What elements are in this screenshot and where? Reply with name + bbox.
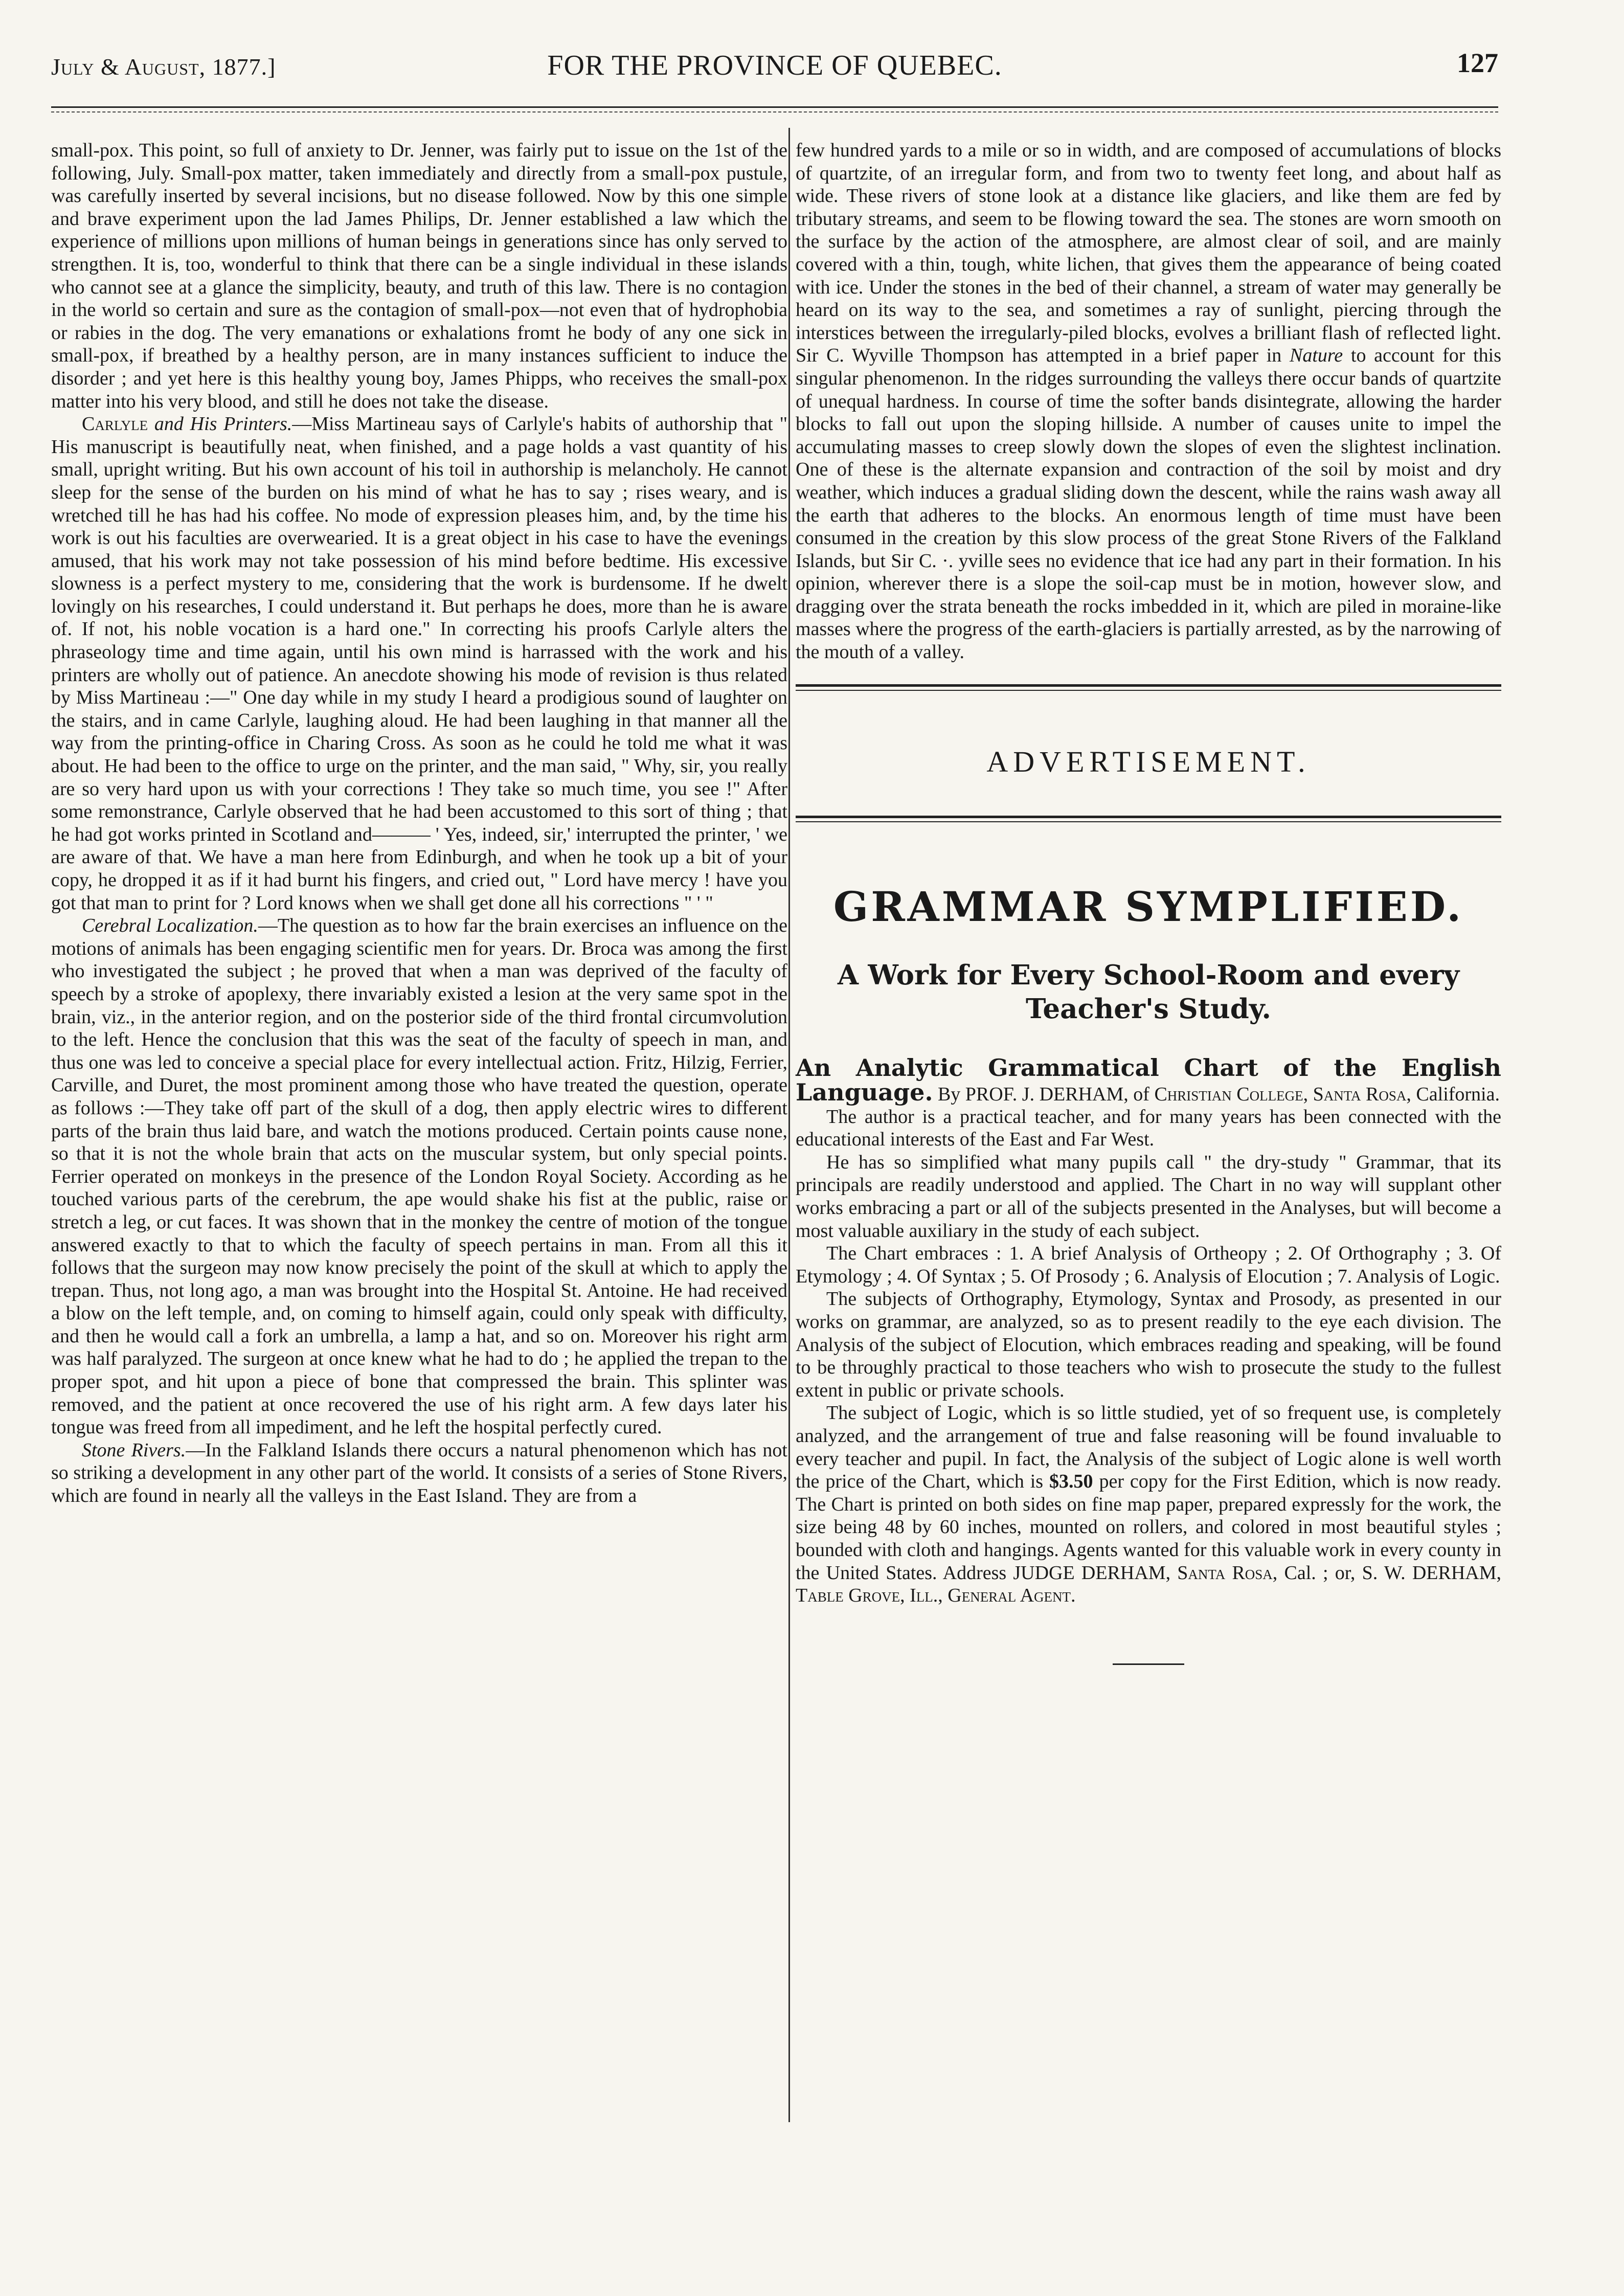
header-rule-dashed xyxy=(51,111,1498,112)
nature-journal: Nature xyxy=(1290,345,1343,367)
cerebral-lead: Cerebral Localization. xyxy=(82,915,258,937)
stone-rivers-lead: Stone Rivers. xyxy=(82,1439,186,1461)
chart-place: California. xyxy=(1411,1083,1500,1105)
chart-description xyxy=(796,1053,1501,1106)
header-rule xyxy=(51,106,1498,108)
left-column xyxy=(51,139,787,2246)
ad-paragraph-5 xyxy=(796,1402,1501,1607)
cerebral-paragraph xyxy=(51,914,787,1439)
chart-author: By PROF. J. DERHAM, of xyxy=(933,1083,1155,1105)
grammar-title: GRAMMAR SYMPLIFIED. xyxy=(833,882,1464,931)
ad-rule-thin xyxy=(796,821,1501,822)
chart-college: Christian College, Santa Rosa, xyxy=(1154,1083,1411,1105)
section-rule-top-thin xyxy=(796,690,1501,691)
column-divider xyxy=(788,128,790,2122)
carlyle-paragraph xyxy=(51,413,787,914)
page-number: 127 xyxy=(1457,48,1498,78)
jenner-paragraph: small-pox. This point, so full of anxiety to Dr. Jenner, was fairly put to issue on the 1st of the following, July. Small-pox matter, taken immediately and directly from a small-pox pustule, was carefully inserted by several incisions, but no disease followed. Now by this one simple and brave experiment upon the lad James Philips, Dr. Jenner established a law which the experience of millions upon millions of human beings in generations since has only served to strengthen. It is, too, wonderful to think that there can be a single individual in these islands who cannot see at a glance the simplicity, beauty, and truth of this law. There is no contagion in the world so certain and sure as the contagion of small-pox—not even that of hydrophobia or rabies in the dog. The very emanations or exhalations fromt he body of any one sick in small-pox, if breathed by a healthy person, are in many instances sufficient to induce the disorder ; and yet here is this healthy young boy, James Phipps, who receives the small-pox matter into his very blood, and still he does not take the disease. xyxy=(51,140,787,412)
advertisement-rules xyxy=(796,816,1501,822)
carlyle-text: —Miss Martineau says of Carlyle's habits of authorship that " His manuscript is beautifully neat, when finished, and a page holds a vast quantity of his small, upright writing. But his own account of his toil in authorship is melancholy. He cannot sleep for the sense of the burden on his mind of what he has to say ; rises weary, and is wretched till he has had his coffee. No mode of expression pleases him, and, by the time his work is out his faculties are overwearied. It is a great object in his case to have the evenings amused, that his work may not take possession of his mind before bedtime. His excessive slowness is a perfect mystery to me, considering that the work is burdensome. If he dwelt lovingly on his researches, I could understand it. But perhaps he does, more than he is aware of. If not, his noble vocation is a hard one." In correcting his proofs Carlyle alters the phraseology time and time again, until his own mind is harrassed with the work and his printers are wholly out of patience. An anecdote showing his mode of revision is thus related by Miss Martineau :—" One day while in my study I heard a prodigious sound of laughter on the stairs, and in came Carlyle, laughing aloud. He had been laughing in that manner all the way from the printing-office in Charing Cross. As soon as he could he told me what it was about. He had been to the office to urge on the printer, and the man said, " Why, sir, you really are so very hard upon us with your corrections ! They take so much time, you see !" After some remonstrance, Carlyle observed that he had been accustomed to this sort of thing ; that he had got works printed in Scotland and——— ' Yes, indeed, sir,' interrupted the printer, ' we are aware of that. We have a man here from Edinburgh, and when he took up a bit of your copy, he dropped it as if it had burnt his fingers, and cried out, " Lord have mercy ! have you got that man to print for ? Lord knows when we shall get done all his corrections " ' " xyxy=(51,413,787,914)
ad-p5-a: The subject of Logic, which is so little studied, yet of so frequent use, is completely analyzed, and the arrangement of true and false reasoning will be found invaluable to every teacher and pupil. In fact, the Analysis of the subject of Logic alone is well worth the price of the Chart, which is xyxy=(796,1402,1501,1493)
stone-rivers-paragraph xyxy=(51,1439,787,1507)
chart-price: $3.50 xyxy=(1049,1471,1093,1493)
advertisement-body xyxy=(796,1106,1501,1607)
section-rule-top xyxy=(796,684,1501,687)
ad-paragraph-1: The author is a practical teacher, and for many years has been connected with the educational interests of the East and Far West. xyxy=(796,1106,1501,1151)
carlyle-lead-italic: and His Printers. xyxy=(148,413,292,435)
ad-paragraph-4: The subjects of Orthography, Etymology, Syntax and Prosody, as presented in our works on grammar, are analyzed, so as to present readily to the eye each division. The Analysis of the subject of Elocution, which embraces reading and speaking, will be found to be throughly practical to those teachers who wish to prosecute the study to the fullest extent in public or private schools. xyxy=(796,1288,1501,1401)
chart-name: An Analytic Grammatical Chart of the English Language. xyxy=(796,1053,1501,1106)
ad-rule-thick xyxy=(796,816,1501,818)
running-title: FOR THE PROVINCE OF QUEBEC. xyxy=(547,50,1002,81)
table-grove-agent: Table Grove, Ill., General Agent. xyxy=(796,1585,1076,1607)
page-header xyxy=(51,42,1498,88)
santa-rosa: Santa Rosa, xyxy=(1177,1562,1278,1584)
ad-p5-b: per copy for the First Edition, which is now ready. The Chart is printed on both sides on fine map paper, prepared expressly for the work, the size being 48 by 60 inches, mounted on rollers, and colored in most beautiful styles ; bounded with cloth and hangings. Agents wanted for this valuable work in every county in the United States. Address JUDGE DERHAM, xyxy=(796,1471,1501,1584)
grammar-subtitle: A Work for Every School-Room and every Teacher's Study. xyxy=(837,959,1460,1025)
ad-p5-c: Cal. ; or, S. W. DERHAM, xyxy=(1277,1562,1501,1584)
stone-rivers-text: —In the Falkland Islands there occurs a natural phenomenon which has not so striking a development in any other part of the world. It consists of a series of Stone Rivers, which are found in nearly all the valleys in the East Island. They are from a xyxy=(51,1439,787,1507)
stone-rivers-cont-a: few hundred yards to a mile or so in width, and are composed of accumulations of blocks of quartzite, of an irregular form, and from two to twenty feet long, and about half as wide. These rivers of stone look at a distance like glaciers, and like them are fed by tributary streams, and seem to be flowing toward the sea. The stones are worn smooth on the surface by the action of the atmosphere, are almost clear of soil, and are mainly covered with a thin, tough, white lichen, that gives them the appearance of being coated with ice. Under the stones in the bed of their channel, a stream of water may generally be heard on its way to the sea, and sometimes a ray of sunlight, piercing through the interstices between the irregularly-piled blocks, evolves a brilliant flash of reflected light. Sir C. Wyville Thompson has attempted in a brief paper in xyxy=(796,140,1501,367)
stone-rivers-cont-b: to account for this singular phenomenon. In the ridges surrounding the valleys there occur bands of quartzite of unequal hardness. In course of time the softer bands disintegrate, allowing the harder blocks to fall out upon the sloping hillside. A number of causes unite to impel the accumulating masses to creep slowly down the slopes of even the slightest inclination. One of these is the alternate expansion and contraction of the soil by moist and dry weather, which induces a gradual sliding down the descent, while the rains wash away all the earth that adheres to the blocks. An enormous length of time must have been consumed in the creation by this slow process of the great Stone Rivers of the Falkland Islands, but Sir C. ·. yville sees no evidence that ice had any part in their formation. In his opinion, wherever there is a slope the soil-cap must be in motion, however slow, and dragging over the strata beneath the rocks imbedded in it, which are piled in moraine-like masses where the progress of the earth-glaciers is partially arrested, as by the narrowing of the mouth of a valley. xyxy=(796,345,1501,663)
issue-date: July & August, 1877.] xyxy=(51,54,276,80)
right-column xyxy=(796,139,1501,1665)
ad-paragraph-3: The Chart embraces : 1. A brief Analysis of Ortheopy ; 2. Of Orthography ; 3. Of Etymology ; 4. Of Syntax ; 5. Of Prosody ; 6. Analysis of Elocution ; 7. Analysis of Logic. xyxy=(796,1243,1501,1287)
advertisement-heading: ADVERTISEMENT. xyxy=(986,745,1311,778)
ad-paragraph-2: He has so simplified what many pupils call " the dry-study " Grammar, that its principals are readily understood and applied. The Chart in no way will supplant other works embracing a part or all of the subjects presented in the Analyses, but will become a most valuable auxiliary in the study of each subject. xyxy=(796,1151,1501,1242)
end-rule xyxy=(1113,1663,1184,1665)
carlyle-lead: Carlyle xyxy=(82,413,148,435)
stone-rivers-continued xyxy=(796,139,1501,664)
cerebral-text: —The question as to how far the brain exercises an influence on the motions of animals has been engaging scientific men for years. Dr. Broca was among the first who investigated the subject ; he proved that when a man was deprived of the faculty of speech by a stroke of apoplexy, there invariably existed a lesion at the very same spot in the brain, viz., in the anterior region, and on the posterior side of the third frontal circumvolution to the left. Hence the conclusion that this was the seat of the faculty of speech in man, and thus one was led to conceive a special place for every intellectual action. Fritz, Hilzig, Ferrier, Carville, and Duret, the most prominent among those who have treated the question, operate as follows :—They take off part of the skull of a dog, then apply electric wires to different parts of the brain thus laid bare, and watch the motions produced. Certain points cause none, so that it is not the whole brain that acts on the muscular system, but only special points. Ferrier operated on monkeys in the presence of the London Royal Society. According as he touched various parts of the cerebrum, the ape would shake his fist at the public, raise or stretch a leg, or cut faces. It was shown that in the monkey the centre of motion of the tongue answered exactly to that to which the faculty of speech pertains in man. From all this it follows that the surgeon may now know precisely the point of the skull at which to apply the trepan. Thus, not long ago, a man was brought into the Hospital St. Antoine. He had received a blow on the left temple, and, on coming to himself again, could only speak with difficulty, and then he would call a fork an umbrella, a lamp a hat, and so on. Moreover his right arm was half paralyzed. The surgeon at once knew what he had to do ; he applied the trepan to the proper spot, and hit upon a piece of bone that compressed the brain. This splinter was removed, and the patient at once recovered the use of his right arm. A few days later his tongue was freed from all impediment, and he left the hospital perfectly cured. xyxy=(51,915,787,1438)
